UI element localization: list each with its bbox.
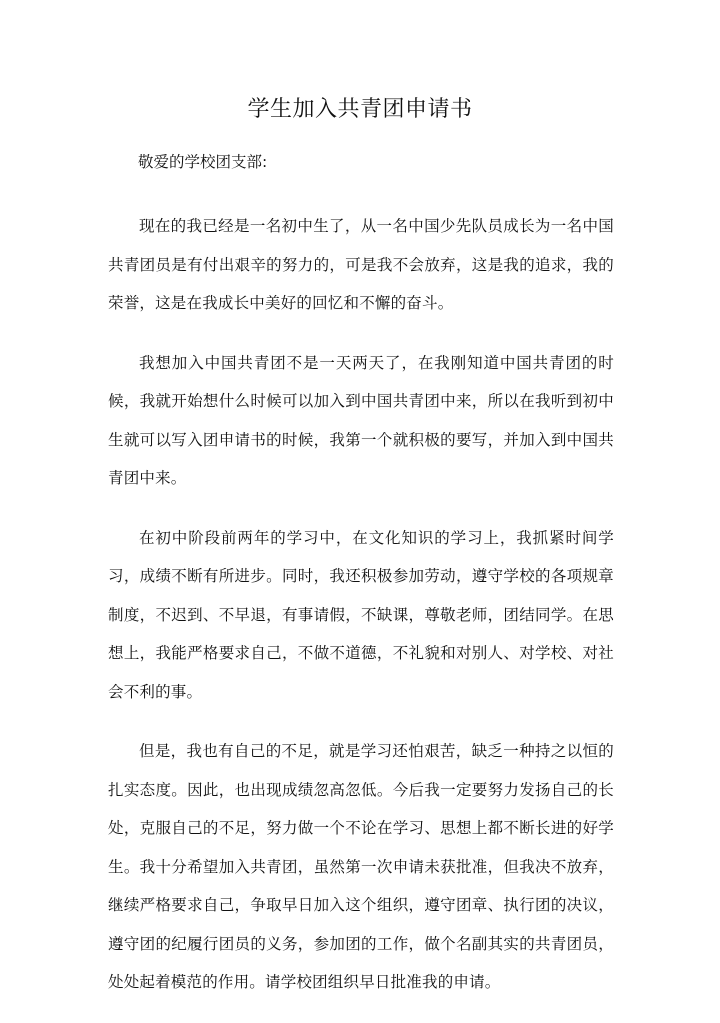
document-body bbox=[108, 207, 614, 1023]
document-title: 学生加入共青团申请书 bbox=[247, 97, 473, 122]
salutation: 敬爱的学校团支部: bbox=[138, 153, 268, 171]
paragraph-4: 但是，我也有自己的不足，就是学习还怕艰苦，缺乏一种持之以恒的扎实态度。因此，也出现成绩忽高忽低。今后我一定要努力发扬自己的长处，克服自己的不足，努力做一个不论在学习、思想上都不断长进的好学生。我十分希望加入共青团，虽然第一次申请未获批准，但我决不放弃，继续严格要求自己，争取早日加入这个组织，遵守团章、执行团的决议，遵守团的纪履行团员的义务，参加团的工作，做个名副其实的共青团员，处处起着模范的作用。请学校团组织早日批准我的申请。 bbox=[108, 742, 614, 991]
paragraph-1: 现在的我已经是一名初中生了，从一名中国少先队员成长为一名中国共青团员是有付出艰辛的努力的，可是我不会放弃，这是我的追求，我的荣誉，这是在我成长中美好的回忆和不懈的奋斗。 bbox=[108, 217, 614, 312]
paragraph-3: 在初中阶段前两年的学习中，在文化知识的学习上，我抓紧时间学习，成绩不断有所进步。同时，我还积极参加劳动，遵守学校的各项规章制度，不迟到、不早退，有事请假，不缺课，尊敬老师，团结同学。在思想上，我能严格要求自己，不做不道德，不礼貌和对别人、对学校、对社会不利的事。 bbox=[108, 528, 614, 701]
paragraph-2: 我想加入中国共青团不是一天两天了，在我刚知道中国共青团的时候，我就开始想什么时候可以加入到中国共青团中来，所以在我听到初中生就可以写入团申请书的时候，我第一个就积极的要写，并加入到中国共青团中来。 bbox=[108, 353, 614, 487]
